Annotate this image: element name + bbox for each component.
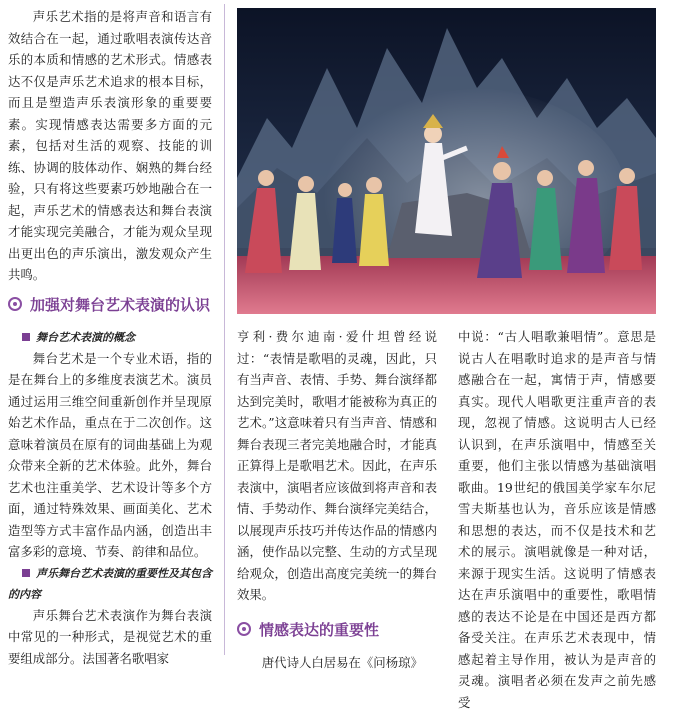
- subheading-importance: [8, 563, 212, 605]
- baijuyi-paragraph: 唐代诗人白居易在《问杨琼》: [261, 654, 423, 670]
- subheading-text: 声乐舞台艺术表演的重要性及其包含的内容: [8, 566, 212, 601]
- middle-column: [237, 326, 437, 673]
- bullet-circle-icon: [8, 297, 22, 311]
- quote-paragraph: 亨利·费尔迪南·爱什坦曾经说过：“表情是歌唱的灵魂，因此，只有当声音、表情、手势、舞台演绎都达到完美时，歌唱才能被称为真正的艺术。”这意味着只有当声音、情感和舞台表现三者完美地融合时，才能真正算得上是歌唱艺术。因此，在声乐表演中，演唱者应该做到将声音和表情、手势动作、舞台演绎完美结合，以展现声乐技巧并传达作品的情感内涵，使作品以完整、生动的方式呈现给观众，创造出高度完美统一的舞台效果。: [237, 329, 437, 602]
- concept-paragraph: 舞台艺术是一个专业术语，指的是在舞台上的多维度表演艺术。演员通过运用三维空间重新创作并呈现原始艺术作品，重点在于二次创作。这意味着演员在原有的词曲基础上为观众带来全新的艺术体验。此外，舞台艺术也注重美学、艺术设计等多个方面，通过特殊效果、画面美化、艺术造型等方式丰富作品内涵，创造出丰富多彩的意境、节奏、韵律和品位。: [8, 350, 212, 559]
- emotion-paragraph: 中说：“古人唱歌兼唱情”。意思是说古人在唱歌时追求的是声音与情感融合在一起，寓情于声，情感要真实。现代人唱歌更注重声音的表现，忽视了情感。这说明古人已经认识到，在声乐演唱中，情感至关重要，他们主张以情感为基础演唱歌曲。19世纪的俄国美学家车尔尼雪夫斯基也认为，音乐应该是情感和思想的表达，而不仅是技术和艺术的展示。演唱就像是一种对话，来源于现实生活。这说明了情感表达在声乐演唱中的重要性，歌唱情感的表达不论是在中国还是西方都备受关注。在声乐艺术表现中，情感起着主导作用，被认为是声音的灵魂。演唱者必须在发声之前先感受: [458, 329, 656, 710]
- bullet-circle-icon: [237, 622, 251, 636]
- subheading-concept: [8, 327, 212, 348]
- stage-performance-photo: [237, 8, 656, 314]
- section-title-stage-art: [8, 295, 212, 315]
- left-column: [8, 6, 212, 669]
- importance-paragraph: 声乐舞台艺术表演作为舞台表演中常见的一种形式，是视觉艺术的重要组成部分。法国著名歌唱家: [8, 607, 212, 666]
- square-bullet-icon: [22, 569, 30, 577]
- section-title-text: 加强对舞台艺术表演的认识: [30, 295, 211, 314]
- intro-paragraph: 声乐艺术指的是将声音和语言有效结合在一起，通过歌唱表演传达音乐的本质和情感的艺术形式。情感表达不仅是声乐艺术追求的根本目标，而且是塑造声乐表演形象的重要要素。实现情感表达需要多方面的元素，包括对生活的观察、技能的训练、协调的肢体动作、娴熟的舞台经验，只有将这些要素巧妙地融合在一起，声乐艺术的情感表达和舞台表演才能实现完美融合，才能为观众呈现出更出色的声乐演出，激发观众产生共鸣。: [8, 9, 212, 282]
- square-bullet-icon: [22, 333, 30, 341]
- section-title-emotion: [237, 620, 437, 640]
- column-divider: [224, 4, 225, 655]
- section-title-text: 情感表达的重要性: [259, 620, 380, 639]
- subheading-text: 舞台艺术表演的概念: [36, 330, 135, 344]
